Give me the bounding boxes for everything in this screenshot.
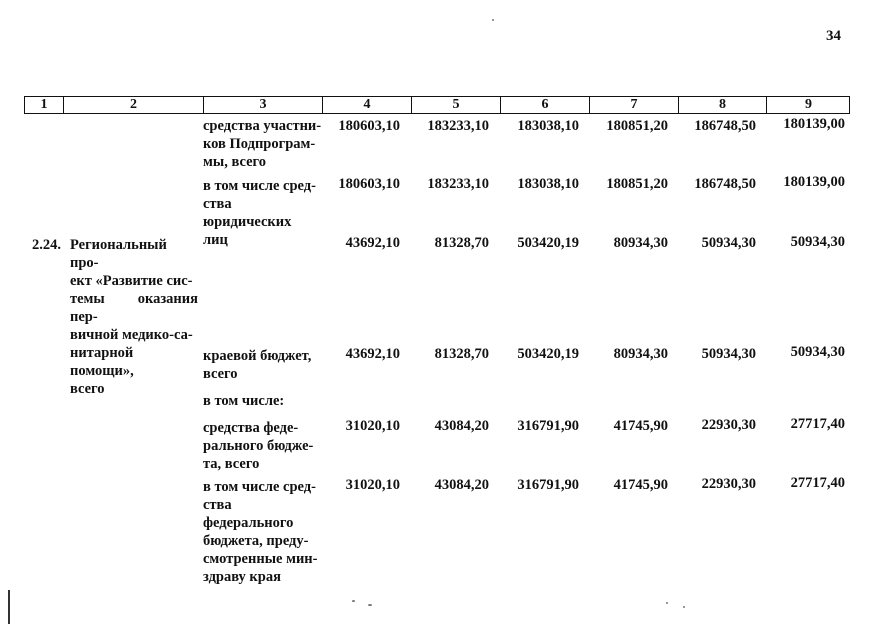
- row-value-col5: 43084,20: [434, 418, 489, 434]
- header-col-3: 3: [203, 97, 322, 113]
- row-value-col8: 22930,30: [701, 476, 756, 492]
- scan-speck: [368, 604, 372, 606]
- row-source-text: в том числе сред- ства юридических лиц: [203, 178, 316, 248]
- row-value-col4: 43692,10: [345, 235, 400, 251]
- row-value-col4: 31020,10: [345, 477, 400, 493]
- row-value-col9: 27717,40: [790, 475, 845, 491]
- header-col-2: 2: [63, 97, 203, 113]
- row-source-text: в том числе:: [203, 393, 285, 409]
- row-source-text: средства участни- ков Подпрограм- мы, всего: [203, 118, 322, 170]
- scan-speck: [666, 602, 668, 604]
- row-value-col6: 503420,19: [517, 235, 579, 251]
- row-value-col5: 183233,10: [427, 118, 489, 134]
- header-col-9: 9: [766, 97, 850, 113]
- row-value-col4: 180603,10: [338, 118, 400, 134]
- header-col-4: 4: [322, 97, 411, 113]
- row-source-text: в том числе сред- ства федерального бюджета, преду- смотренные мин- здраву края: [203, 479, 318, 585]
- row-value-col6: 316791,90: [517, 477, 579, 493]
- header-col-5: 5: [411, 97, 500, 113]
- scan-speck: [492, 19, 494, 21]
- row-value-col9: 180139,00: [783, 116, 845, 132]
- row-value-col8: 186748,50: [694, 118, 756, 134]
- scan-speck: [352, 600, 355, 602]
- row-number: 2.24.: [32, 237, 61, 253]
- row-source-text: средства феде- рального бюдже- та, всего: [203, 420, 314, 472]
- row-value-col7: 80934,30: [613, 235, 668, 251]
- row-value-col6: 316791,90: [517, 418, 579, 434]
- row-value-col9: 50934,30: [790, 234, 845, 250]
- row-value-col9: 50934,30: [790, 344, 845, 360]
- row-value-col8: 50934,30: [701, 235, 756, 251]
- row-value-col8: 186748,50: [694, 176, 756, 192]
- row-value-col4: 180603,10: [338, 176, 400, 192]
- row-value-col5: 183233,10: [427, 176, 489, 192]
- header-col-7: 7: [589, 97, 678, 113]
- row-value-col5: 81328,70: [434, 346, 489, 362]
- table-header-row: [24, 96, 850, 114]
- row-value-col8: 22930,30: [701, 417, 756, 433]
- row-name-text: Региональный про- ект «Развитие сис- темы оказания пер- вичной медико-са- нитарной помощи», всего: [70, 237, 198, 397]
- scan-edge-line: [8, 590, 10, 624]
- row-value-col7: 41745,90: [613, 477, 668, 493]
- row-value-col7: 41745,90: [613, 418, 668, 434]
- row-source-text: краевой бюджет, всего: [203, 348, 312, 382]
- page-number: 34: [826, 28, 841, 44]
- row-value-col7: 180851,20: [606, 118, 668, 134]
- header-col-1: 1: [40, 97, 48, 112]
- row-value-col6: 503420,19: [517, 346, 579, 362]
- header-col-8: 8: [678, 97, 766, 113]
- row-value-col4: 31020,10: [345, 418, 400, 434]
- row-value-col9: 27717,40: [790, 416, 845, 432]
- row-value-col7: 180851,20: [606, 176, 668, 192]
- row-value-col5: 43084,20: [434, 477, 489, 493]
- row-value-col4: 43692,10: [345, 346, 400, 362]
- scan-speck: [683, 606, 685, 608]
- header-col-6: 6: [500, 97, 589, 113]
- row-value-col6: 183038,10: [517, 176, 579, 192]
- row-value-col7: 80934,30: [613, 346, 668, 362]
- row-value-col5: 81328,70: [434, 235, 489, 251]
- row-value-col8: 50934,30: [701, 346, 756, 362]
- row-value-col9: 180139,00: [783, 174, 845, 190]
- row-value-col6: 183038,10: [517, 118, 579, 134]
